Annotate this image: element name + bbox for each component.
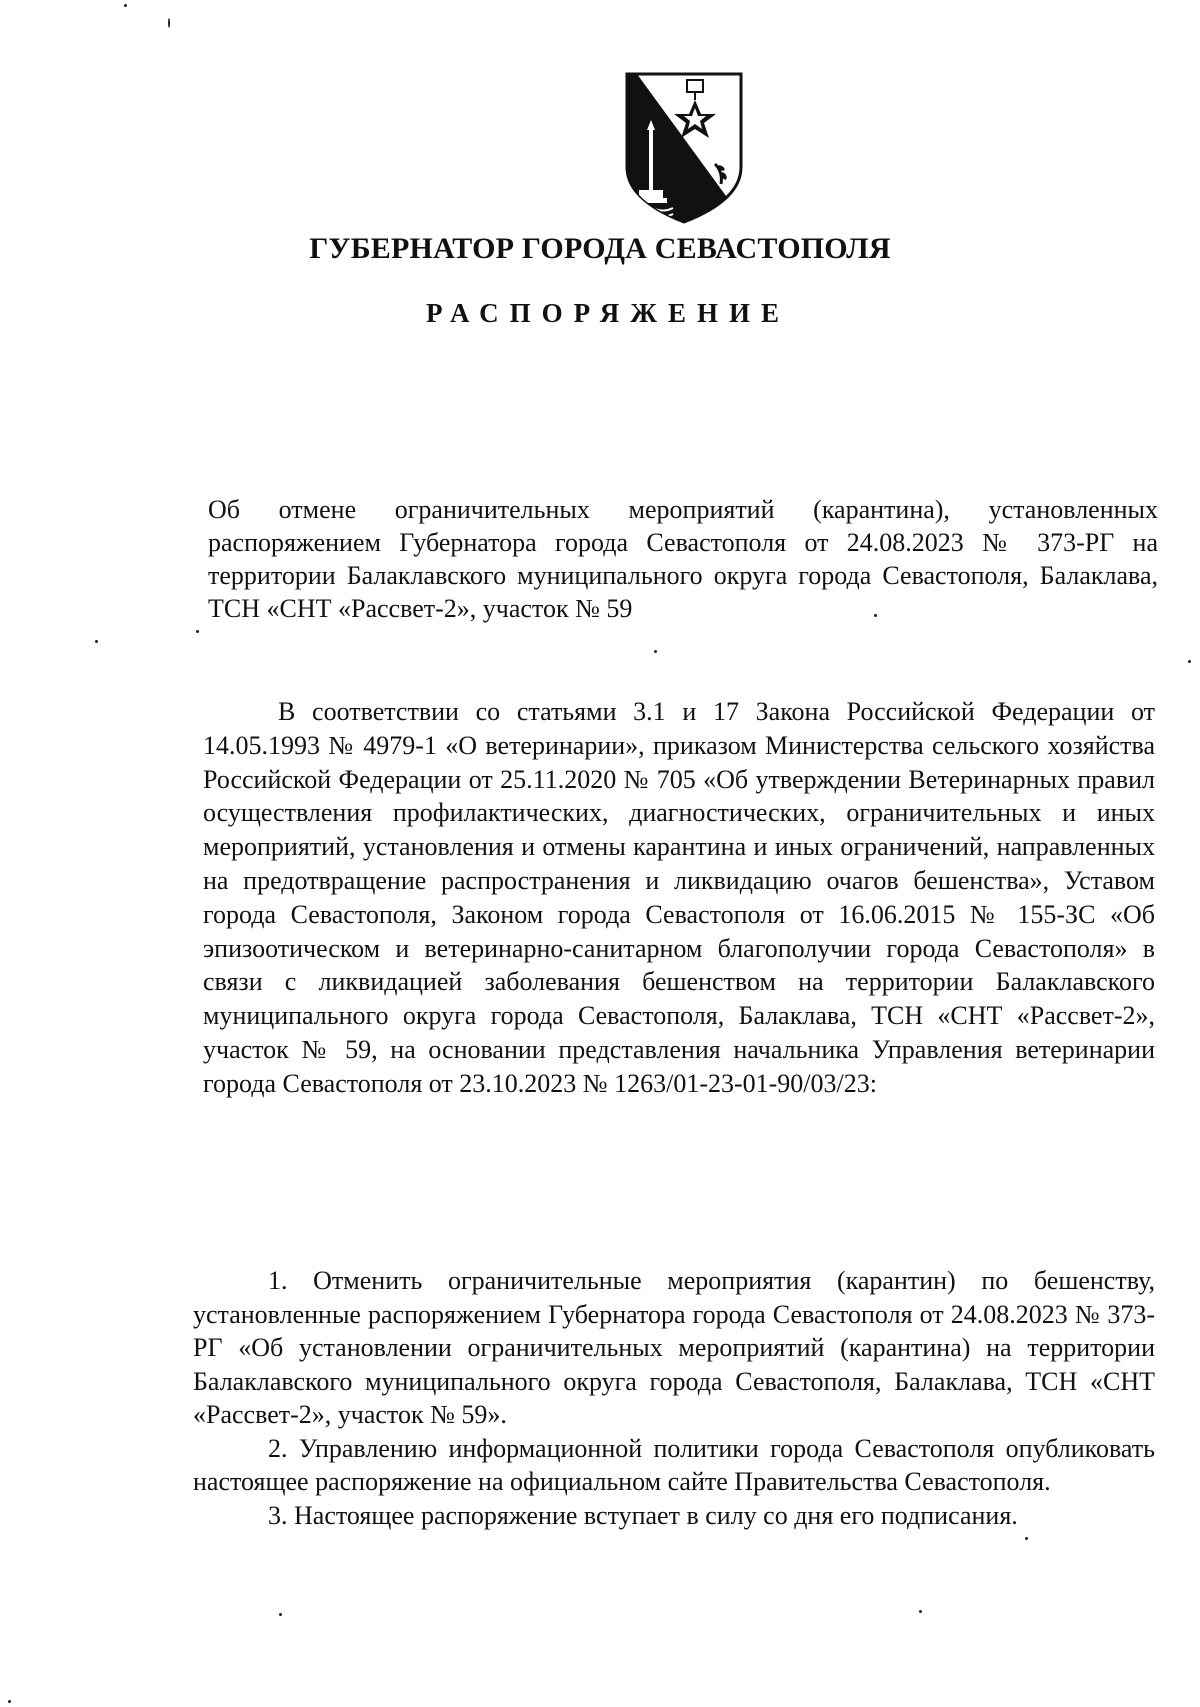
order-item-1: 1. Отменить ограничительные мероприятия (карантин) по бешенству, установленные распоряжением Губернатора города Севастополя от 24.08.2023 № 373-РГ «Об установлении ограничительных мероприятий (карантина) на территории Балаклавского муниципального округа города Севастополя, Балаклава, ТСН «СНТ «Рассвет-2», участок № 59». [193,1266,1155,1429]
sevastopol-coat-of-arms-emblem [623,72,745,224]
scan-speck [196,630,199,633]
orders-list [193,1264,1155,1532]
document-subject: Об отмене ограничительных мероприятий (карантина), установленных распоряжением Губернатора города Севастополя от 24.08.2023 № 373-РГ на территории Балаклавского муниципального округа города Севастополя, Балаклава, ТСН «СНТ «Рассвет-2», участок № 59 [208,495,1158,623]
order-item-3: 3. Настоящее распоряжение вступает в силу со дня его подписания. [268,1500,1018,1530]
scan-speck [95,640,98,643]
scan-speck [654,650,657,653]
preamble-paragraph: В соответствии со статьями 3.1 и 17 Закона Российской Федерации от 14.05.1993 № 4979-1 «О ветеринарии», приказом Министерства сельского хозяйства Российской Федерации от 25.11.2020 № 705 «Об утверждении Ветеринарных правил осуществления профилактических, диагностических, ограничительных и иных мероприятий, установления и отмены карантина и иных ограничений, направленных на предотвращение распространения и ликвидацию очагов бешенства», Уставом города Севастополя, Законом города Севастополя от 16.06.2015 № 155-ЗС «Об эпизоотическом и ветеринарно-санитарном благополучии города Севастополя» в связи с ликвидацией заболевания бешенством на территории Балаклавского муниципального округа города Севастополя, Балаклава, ТСН «СНТ «Рассвет-2», участок № 59, на основании представления начальника Управления ветеринарии города Севастополя от 23.10.2023 № 1263/01-23-01-90/03/23: [203,697,1155,1098]
scan-speck [1188,660,1191,663]
scan-speck [874,614,877,617]
scan-speck [8,1700,11,1703]
scan-speck [279,1613,282,1616]
order-item-2: 2. Управлению информационной политики города Севастополя опубликовать настоящее распоряжение на официальном сайте Правительства Севастополя. [193,1433,1155,1496]
scan-speck [168,18,170,28]
document-type-heading: РАСПОРЯЖЕНИЕ [425,298,791,328]
scan-speck [1025,1537,1028,1540]
scan-speck [919,1610,922,1613]
issuer-title: ГУБЕРНАТОР ГОРОДА СЕВАСТОПОЛЯ [309,232,891,265]
scan-speck [124,4,127,7]
